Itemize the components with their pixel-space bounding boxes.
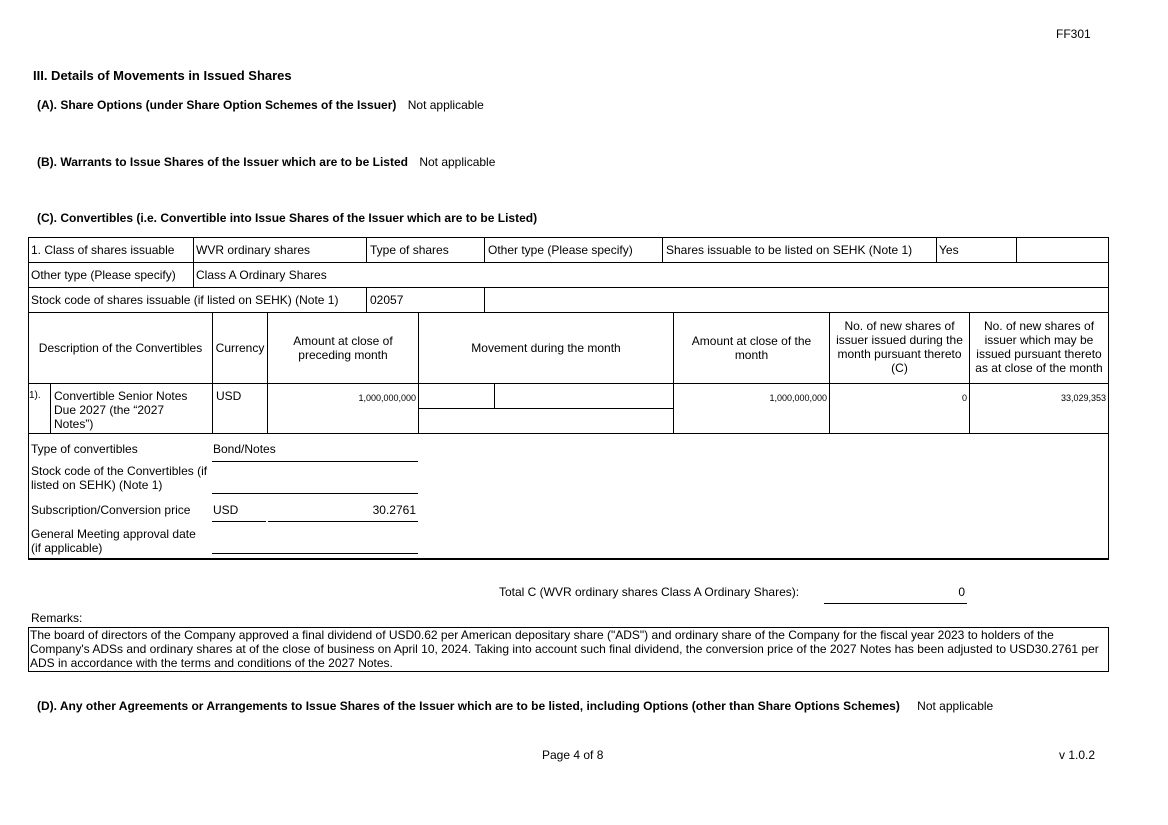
stock-code-label: Stock code of shares issuable (if listed on SEHK) (Note 1) xyxy=(31,293,339,307)
type-value: Other type (Please specify) xyxy=(488,243,633,257)
border xyxy=(28,433,1109,434)
border xyxy=(673,312,674,434)
section-d xyxy=(37,699,993,713)
underline xyxy=(212,493,418,494)
form-code: FF301 xyxy=(1056,27,1091,41)
border xyxy=(936,237,937,262)
underline xyxy=(212,521,266,522)
border xyxy=(1108,237,1109,560)
gm-approval-label: General Meeting approval date (if applicable) xyxy=(31,527,196,555)
underline xyxy=(824,603,967,604)
border xyxy=(1016,237,1017,262)
section-a-title: (A). Share Options (under Share Option Schemes of the Issuer) xyxy=(37,98,397,112)
other-type-label: Other type (Please specify) xyxy=(31,268,176,282)
convertible-type-label: Type of convertibles xyxy=(31,442,138,456)
total-label: Total C (WVR ordinary shares Class A Ordinary Shares): xyxy=(499,585,800,599)
section-a xyxy=(37,98,484,112)
border xyxy=(28,312,1109,313)
border xyxy=(418,312,419,434)
col-new-shares-close: No. of new shares of issuer which may be issued pursuant thereto as at close of the month xyxy=(975,319,1103,375)
class-label: 1. Class of shares issuable xyxy=(31,243,175,257)
section-b-title: (B). Warrants to Issue Shares of the Issuer which are to be Listed xyxy=(37,155,408,169)
border xyxy=(484,237,485,262)
sehk-value: Yes xyxy=(939,243,959,257)
border xyxy=(28,558,1109,560)
section-d-title: (D). Any other Agreements or Arrangements to Issue Shares of the Issuer which are to be listed, including Options (other than Share Options Schemes) xyxy=(37,699,900,713)
col-currency: Currency xyxy=(215,341,265,355)
col-movement: Movement during the month xyxy=(471,341,621,355)
row-new-shares-month: 0 xyxy=(961,393,967,403)
remarks-label: Remarks: xyxy=(31,611,83,625)
border xyxy=(484,287,485,312)
stock-code-value: 02057 xyxy=(370,293,404,307)
border xyxy=(662,237,663,262)
border xyxy=(267,312,268,434)
border xyxy=(418,408,674,409)
row-amount-close: 1,000,000,000 xyxy=(769,393,827,403)
section-title: III. Details of Movements in Issued Shares xyxy=(33,68,292,83)
section-c-title: (C). Convertibles (i.e. Convertible into Issue Shares of the Issuer which are to be Listed) xyxy=(37,211,538,225)
underline xyxy=(212,553,418,554)
section-b-value: Not applicable xyxy=(419,155,496,169)
border xyxy=(28,383,1109,384)
row-index: 1). xyxy=(29,390,41,401)
row-new-shares-close: 33,029,353 xyxy=(1060,393,1106,403)
border xyxy=(28,237,1109,238)
convertible-type-value: Bond/Notes xyxy=(213,442,276,456)
border xyxy=(366,287,367,312)
section-b xyxy=(37,155,495,169)
other-type-value: Class A Ordinary Shares xyxy=(196,268,327,282)
section-a-value: Not applicable xyxy=(407,98,484,112)
col-description: Description of the Convertibles xyxy=(38,341,203,355)
class-value: WVR ordinary shares xyxy=(196,243,311,257)
border xyxy=(28,262,1109,263)
price-currency: USD xyxy=(213,503,239,517)
underline xyxy=(212,461,418,462)
border xyxy=(212,312,213,434)
version: v 1.0.2 xyxy=(1059,748,1096,762)
col-amount-prev: Amount at close of preceding month xyxy=(293,334,393,362)
sehk-label: Shares issuable to be listed on SEHK (Note 1) xyxy=(666,243,913,257)
row-description: Convertible Senior Notes Due 2027 (the “2027 Notes”) xyxy=(54,389,188,431)
row-amount-prev: 1,000,000,000 xyxy=(358,393,416,403)
border xyxy=(50,383,51,434)
row-currency: USD xyxy=(216,389,242,403)
remarks-text: The board of directors of the Company approved a final dividend of USD0.62 per American depositary share ("ADS") and ordinary share of the Company for the fiscal year 2023 to holders of the Company's ADSs and ordinary shares at of the close of business on April 10, 2024. Taking into account such final dividend, the conversion price of the 2027 Notes has been adjusted to USD30.2761 per ADS in accordance with the terms and conditions of the 2027 Notes. xyxy=(28,627,1109,672)
price-value: 30.2761 xyxy=(372,503,416,517)
total-value: 0 xyxy=(958,585,965,599)
section-d-value: Not applicable xyxy=(917,699,994,713)
border xyxy=(366,237,367,262)
col-amount-close: Amount at close of the month xyxy=(691,334,812,362)
type-label: Type of shares xyxy=(370,243,449,257)
border xyxy=(28,287,1109,288)
border xyxy=(193,262,194,287)
underline xyxy=(268,521,418,522)
border xyxy=(193,237,194,262)
convertible-stock-code-label: Stock code of the Convertibles (if listed on SEHK) (Note 1) xyxy=(31,464,208,492)
border xyxy=(494,383,495,408)
page-number: Page 4 of 8 xyxy=(542,748,604,762)
col-new-shares-month: No. of new shares of issuer issued during the month pursuant thereto (C) xyxy=(836,319,963,375)
price-label: Subscription/Conversion price xyxy=(31,503,191,517)
